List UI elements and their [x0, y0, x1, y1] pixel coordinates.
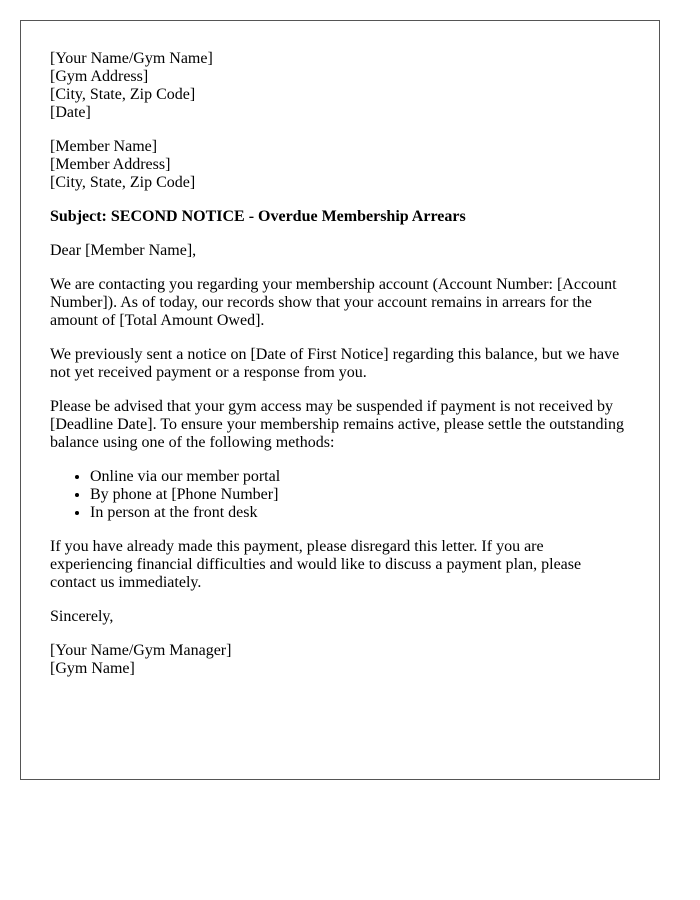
recipient-name: [Member Name] — [50, 138, 158, 155]
letter-date: [Date] — [50, 104, 91, 121]
signature-gym: [Gym Name] — [50, 660, 135, 677]
sender-address-block — [50, 50, 630, 122]
list-item: • Online via our member portal — [90, 468, 630, 486]
sender-name: [Your Name/Gym Name] — [50, 50, 213, 67]
recipient-address-block — [50, 138, 630, 192]
signature-name: [Your Name/Gym Manager] — [50, 642, 232, 659]
salutation: Dear [Member Name], — [50, 242, 197, 259]
paragraph-account-arrears: We are contacting you regarding your membership account (Account Number: [Account Number]). As of today, our records show that your account remains in arrears for the amount of [Total Amount Owed]. — [50, 276, 617, 329]
recipient-city-state-zip: [City, State, Zip Code] — [50, 174, 196, 191]
paragraph-closing-note: If you have already made this payment, please disregard this letter. If you are experiencing financial difficulties and would like to discuss a payment plan, please contact us immediately. — [50, 538, 582, 591]
signature-block — [50, 642, 630, 678]
list-item: • By phone at [Phone Number] — [90, 486, 630, 504]
sender-city-state-zip: [City, State, Zip Code] — [50, 86, 196, 103]
recipient-address: [Member Address] — [50, 156, 171, 173]
sender-address: [Gym Address] — [50, 68, 149, 85]
payment-methods-list — [50, 468, 630, 522]
list-item: • In person at the front desk — [90, 504, 630, 522]
paragraph-previous-notice: We previously sent a notice on [Date of First Notice] regarding this balance, but we have not yet received payment or a response from you. — [50, 346, 620, 381]
letter-page — [20, 20, 660, 780]
closing: Sincerely, — [50, 608, 114, 625]
paragraph-suspension-warning: Please be advised that your gym access may be suspended if payment is not received by [Deadline Date]. To ensure your membership remains active, please settle the outstanding balance using one of the following methods: — [50, 398, 624, 451]
subject-line: Subject: SECOND NOTICE - Overdue Membership Arrears — [50, 208, 466, 225]
